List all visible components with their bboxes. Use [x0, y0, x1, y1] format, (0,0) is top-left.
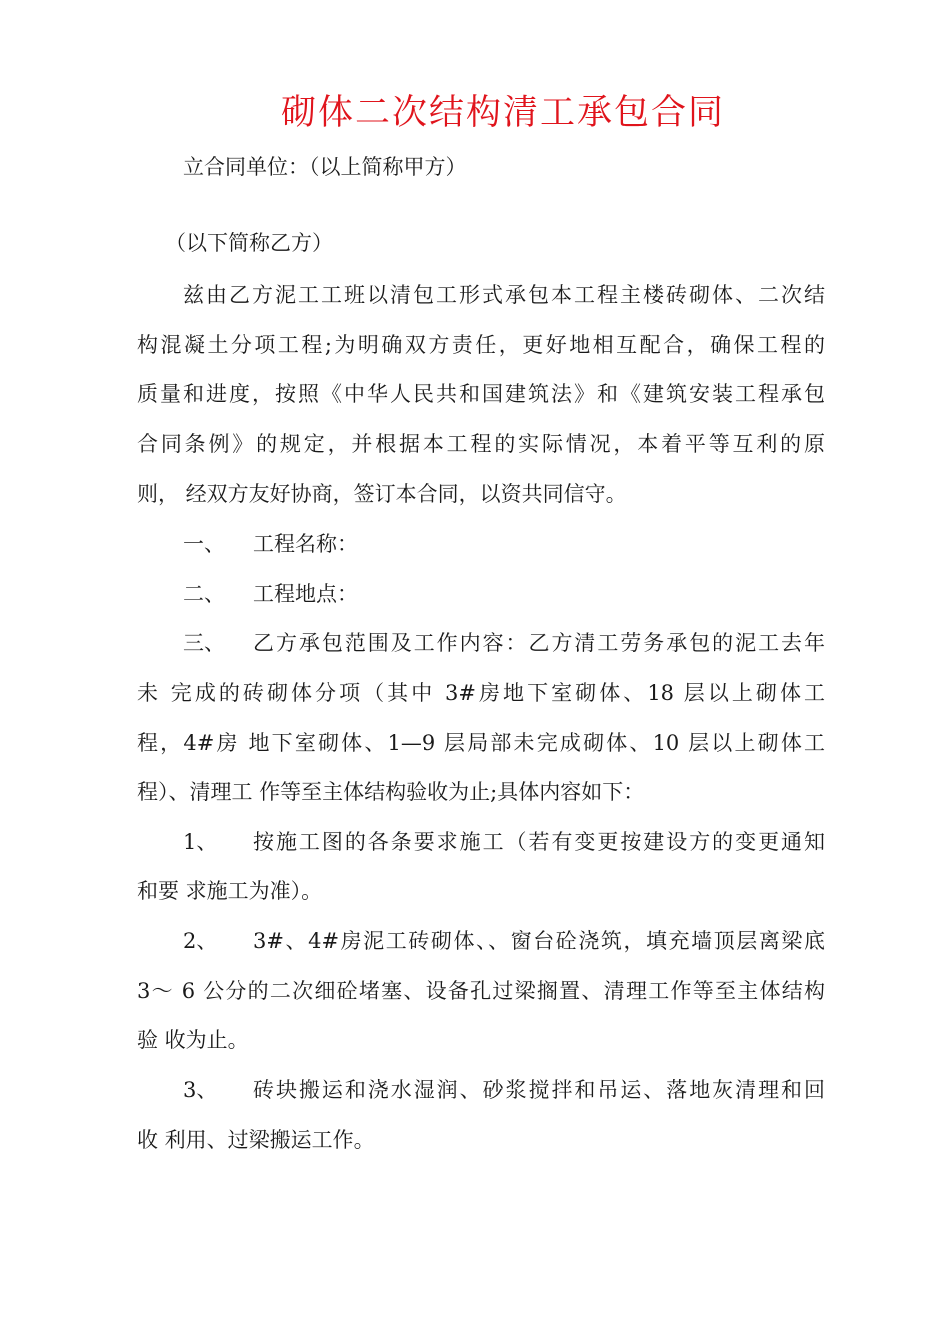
- section-2-text: 工程地点：: [253, 582, 358, 606]
- intro-line-1: 兹由乙方泥工工班以清包工形式承包本工程主楼砖砌体、二次结: [183, 283, 825, 307]
- item-2-number: 2、: [183, 929, 218, 953]
- section-3-line-3: 程，4#房 地下室砌体、1—9 层局部未完成砌体、10 层以上砌体工: [137, 731, 825, 755]
- item-2-line-3: 验 收为止。: [137, 1028, 249, 1052]
- party-a-line: 立合同单位：（以上简称甲方）: [183, 155, 467, 179]
- item-1-line-2: 和要 求施工为准）。: [137, 879, 323, 903]
- item-1-line-1: 按施工图的各条要求施工（若有变更按建设方的变更通知: [253, 830, 825, 854]
- section-3-line-4: 程）、清理工 作等至主体结构验收为止;具体内容如下：: [137, 780, 645, 804]
- item-2-line-1: 3#、4#房泥工砖砌体、、窗台砼浇筑，填充墙顶层离梁底: [253, 929, 825, 953]
- item-3-line-2: 收 利用、过梁搬运工作。: [137, 1128, 375, 1152]
- item-2-line-2: 3～ 6 公分的二次细砼堵塞、设备孔过梁搁置、清理工作等至主体结构: [137, 979, 825, 1003]
- item-1-number: 1、: [183, 830, 218, 854]
- intro-line-3: 质量和进度，按照《中华人民共和国建筑法》和《建筑安装工程承包: [137, 382, 825, 406]
- intro-line-2: 构混凝土分项工程;为明确双方责任，更好地相互配合，确保工程的: [137, 333, 825, 357]
- party-b-line: （以下简称乙方）: [165, 231, 333, 255]
- section-3-line-1: 乙方承包范围及工作内容：乙方清工劳务承包的泥工去年: [253, 631, 825, 655]
- section-2-number: 二、: [183, 582, 225, 606]
- section-3-number: 三、: [183, 631, 225, 655]
- item-3-number: 3、: [183, 1078, 218, 1102]
- section-3-line-2: 未 完成的砖砌体分项（其中 3#房地下室砌体、18 层以上砌体工: [137, 681, 825, 705]
- intro-line-5: 则， 经双方友好协商，签订本合同，以资共同信守。: [137, 482, 627, 506]
- document-title: 砌体二次结构清工承包合同: [280, 93, 725, 133]
- section-1-number: 一、: [183, 532, 225, 556]
- section-1-text: 工程名称：: [253, 532, 358, 556]
- item-3-line-1: 砖块搬运和浇水湿润、砂浆搅拌和吊运、落地灰清理和回: [253, 1078, 825, 1102]
- intro-line-4: 合同条例》的规定，并根据本工程的实际情况，本着平等互利的原: [137, 432, 825, 456]
